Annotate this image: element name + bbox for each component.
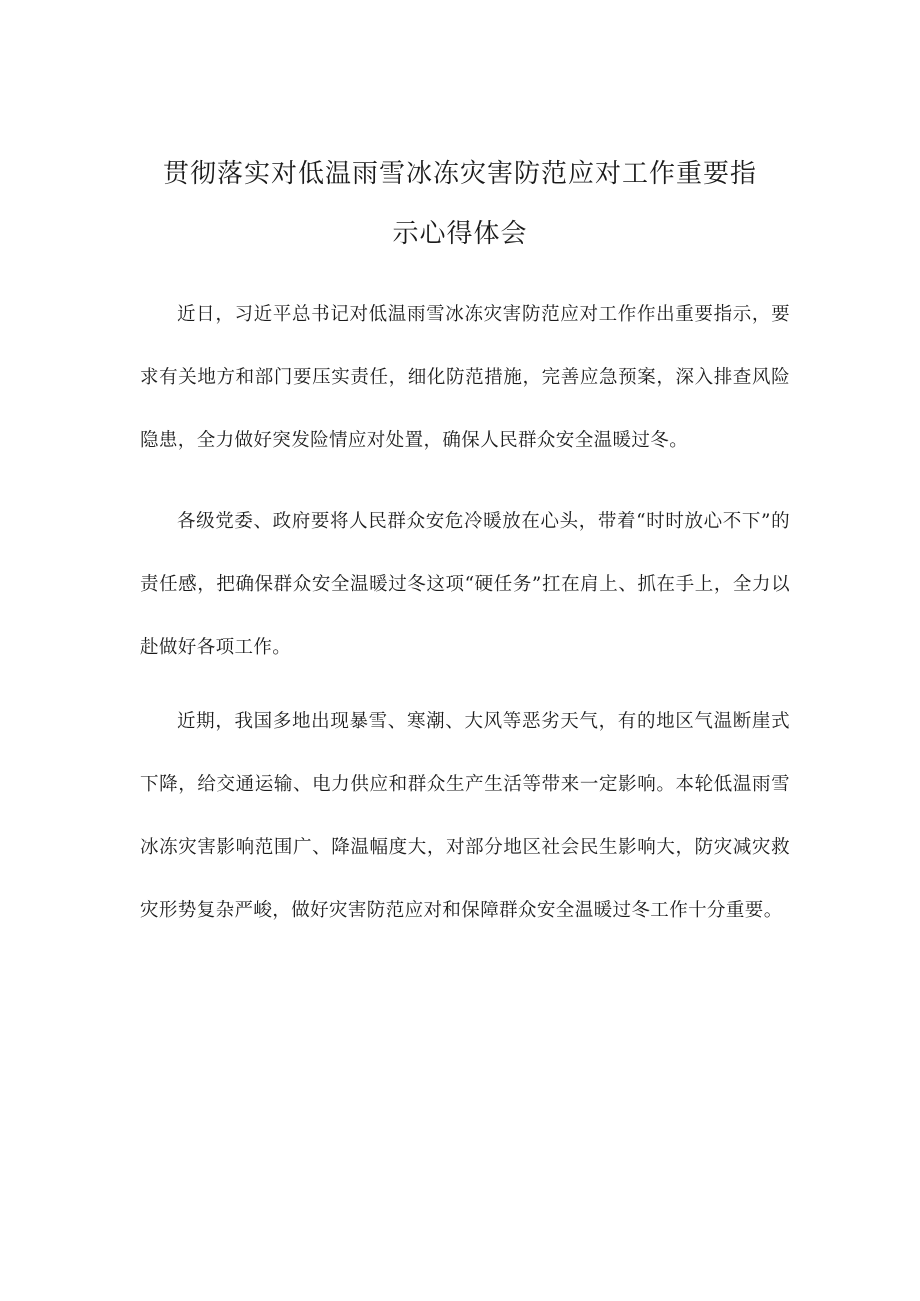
document-title-line-1: 贯彻落实对低温雨雪冰冻灾害防范应对工作重要指 [162,159,757,189]
paragraph-1: 近日，习近平总书记对低温雨雪冰冻灾害防范应对工作作出重要指示，要求有关地方和部门要压实责任，细化防范措施，完善应急预案，深入排查风险隐患，全力做好突发险情应对处置，确保人民群众安全温暖过冬。 [140,304,790,451]
document-title-line-2: 示心得体会 [392,219,528,249]
paragraph-2: 各级党委、政府要将人民群众安危冷暖放在心头，带着“时时放心不下”的责任感，把确保群众安全温暖过冬这项“硬任务”扛在肩上、抓在手上，全力以赴做好各项工作。 [140,511,790,658]
paragraph-3: 近期，我国多地出现暴雪、寒潮、大风等恶劣天气，有的地区气温断崖式下降，给交通运输、电力供应和群众生产生活等带来一定影响。本轮低温雨雪冰冻灾害影响范围广、降温幅度大，对部分地区社会民生影响大，防灾减灾救灾形势复杂严峻，做好灾害防范应对和保障群众安全温暖过冬工作十分重要。 [140,711,790,921]
